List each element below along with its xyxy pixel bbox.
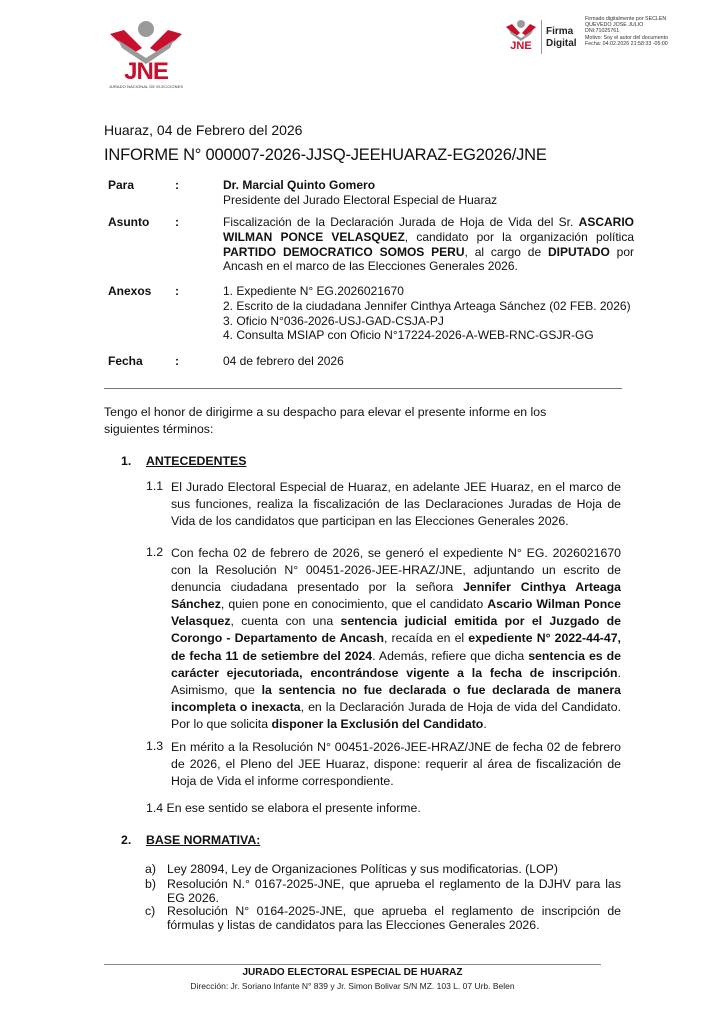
antecedente-3-text: En mérito a la Resolución N° 00451-2026-JEE-HRAZ/JNE de fecha 02 de febrero de 2026, el Pleno del JEE Huaraz, dispone: requerir al área de fiscalización de Hoja de Vida el informe correspondiente. [171, 740, 621, 789]
position-name: DIPUTADO [548, 244, 610, 259]
para-value [223, 178, 635, 208]
text-run: Con fecha 02 de febrero de 2026, se generó el expediente N° EG. 2026021670 con la Resolución N° 00451-2026-JEE-HRAZ/JNE, adjuntando un escrito de denuncia ciudadana presentado por la señora [171, 546, 621, 595]
signature-line: Firmado digitalmente por SECLEN [585, 16, 667, 22]
signature-details [585, 16, 668, 47]
report-title: INFORME N° 000007-2026-JJSQ-JEEHUARAZ-EG2026/JNE [104, 146, 547, 164]
asunto-value [223, 215, 634, 274]
bold-run: Ascario Wilman Ponce Velasquez [171, 597, 621, 629]
signature-divider [541, 20, 542, 54]
firma-label: Firma [546, 26, 574, 37]
bold-run: la sentencia no fue declarada o fue declarada de manera incompleta o inexacta [171, 682, 621, 714]
norm-text: Resolución N° 0164-2025-JNE, que aprueba el reglamento de inscripción de fórmulas y listas de candidatos para las Elecciones Generales 2026. [167, 904, 621, 932]
section-title-base-normativa: BASE NORMATIVA: [146, 833, 261, 847]
section-number: 1. [121, 454, 132, 468]
candidate-name: ASCARIO WILMAN PONCE VELASQUEZ [223, 215, 634, 244]
logo-text: JNE [124, 58, 168, 85]
bold-run: Jennifer Cinthya Arteaga Sánchez [171, 580, 621, 612]
firma-digital-label [546, 26, 577, 50]
item-number: 1.1 [146, 479, 164, 493]
anexos-list [223, 284, 635, 343]
anexo-item: 1. Expediente N° EG.2026021670 [223, 284, 404, 298]
signature-line: DNI:71025761 [585, 28, 620, 35]
footer-address: Dirección: Jr. Soriano Infante N° 839 y Jr. Simon Bolivar S/N MZ. 103 L. 07 Urb. Belen [190, 981, 515, 991]
logo-subtitle: JURADO NACIONAL DE ELECCIONES [108, 84, 184, 89]
anexo-item: 2. Escrito de la ciudadana Jennifer Cinthya Arteaga Sánchez (02 FEB. 2026) [223, 298, 631, 313]
anexo-item: 4. Consulta MSIAP con Oficio N°17224-2026-A-WEB-RNC-GSJR-GG [223, 328, 594, 343]
norm-text: Ley 28094, Ley de Organizaciones Políticas y sus modificatorias. (LOP) [167, 862, 558, 876]
footer-line [104, 964, 601, 965]
text-run: , recaída en el [383, 631, 469, 646]
anexos-colon: : [175, 284, 179, 298]
antecedente-1-text: El Jurado Electoral Especial de Huaraz, en adelante JEE Huaraz, en el marco de sus funciones, realiza la fiscalización de las Declaraciones Juradas de Hoja de Vida de los candidatos que participan en las Elecciones Generales 2026. [171, 480, 621, 529]
fecha-value: 04 de febrero del 2026 [223, 354, 344, 368]
signature-line: QUEVEDO JOSE JULIO [585, 22, 644, 29]
bold-run: expediente N° 2022-44-47, de fecha 11 de setiembre del 2024 [171, 631, 621, 663]
digital-label: Digital [546, 38, 577, 49]
norm-letter: c) [145, 904, 156, 918]
norm-letter: b) [145, 877, 156, 891]
place-date: Huaraz, 04 de Febrero del 2026 [104, 122, 303, 138]
bold-run: disponer la Exclusión del Candidato [271, 716, 484, 731]
intro-paragraph: Tengo el honor de dirigirme a su despacho para elevar el presente informe en los siguientes términos: [104, 405, 547, 436]
asunto-text: , al cargo de [464, 244, 548, 259]
recipient-name: Dr. Marcial Quinto Gomero [223, 178, 376, 192]
text-run: . [483, 716, 487, 731]
separator-line [104, 388, 622, 389]
para-label: Para [108, 178, 135, 192]
anexo-item: 3. Oficio N°036-2026-USJ-GAD-CSJA-PJ [223, 313, 444, 328]
asunto-text: , candidato por la organización política [404, 229, 634, 244]
signature-line: Fecha: 04.02.2026 21:58:33 -05:00 [585, 40, 668, 47]
antecedente-2-text [171, 545, 621, 733]
asunto-text: por Ancash en el marco de las Elecciones Generales 2026. [223, 244, 634, 274]
asunto-text: Fiscalización de la Declaración Jurada de Hoja de Vida del Sr. [223, 215, 579, 229]
norm-text: Resolución N.° 0167-2025-JNE, que aprueba el reglamento de la DJHV para las EG 2026. [167, 877, 621, 905]
text-run: , cuenta con una [230, 614, 341, 629]
recipient-position: Presidente del Jurado Electoral Especial de Huaraz [223, 192, 498, 207]
section-title-antecedentes: ANTECEDENTES [146, 454, 247, 468]
asunto-colon: : [175, 215, 179, 229]
footer-title: JURADO ELECTORAL ESPECIAL DE HUARAZ [242, 967, 463, 978]
asunto-label: Asunto [108, 215, 150, 229]
text-run: . Además, refiere que dicha [372, 648, 529, 663]
text-run: , en la Declaración Jurada de Hoja de vida del Candidato. Por lo que solicita [171, 699, 621, 731]
item-number: 1.3 [146, 739, 164, 753]
signature-line: Motivo: Soy el autor del documento [585, 34, 669, 41]
antecedente-4-text: 1.4 En ese sentido se elabora el presente informe. [146, 801, 421, 815]
item-number: 1.2 [146, 545, 164, 559]
norm-letter: a) [145, 862, 156, 876]
fecha-label: Fecha [108, 354, 143, 368]
text-run: , quien pone en conocimiento, que el candidato [220, 597, 488, 612]
text-run: . Asimismo, que [171, 665, 621, 697]
bold-run: sentencia es de carácter ejecutoriada, encontrándose vigente a la fecha de inscripción [171, 648, 621, 680]
bold-run: sentencia judicial emitida por el Juzgado de Corongo - Departamento de Ancash [171, 614, 621, 646]
anexos-label: Anexos [108, 284, 152, 298]
section-number: 2. [121, 833, 132, 847]
signature-logo-text: JNE [510, 40, 532, 52]
party-name: PARTIDO DEMOCRATICO SOMOS PERU [223, 244, 465, 259]
para-colon: : [175, 178, 179, 192]
fecha-colon: : [175, 354, 179, 368]
